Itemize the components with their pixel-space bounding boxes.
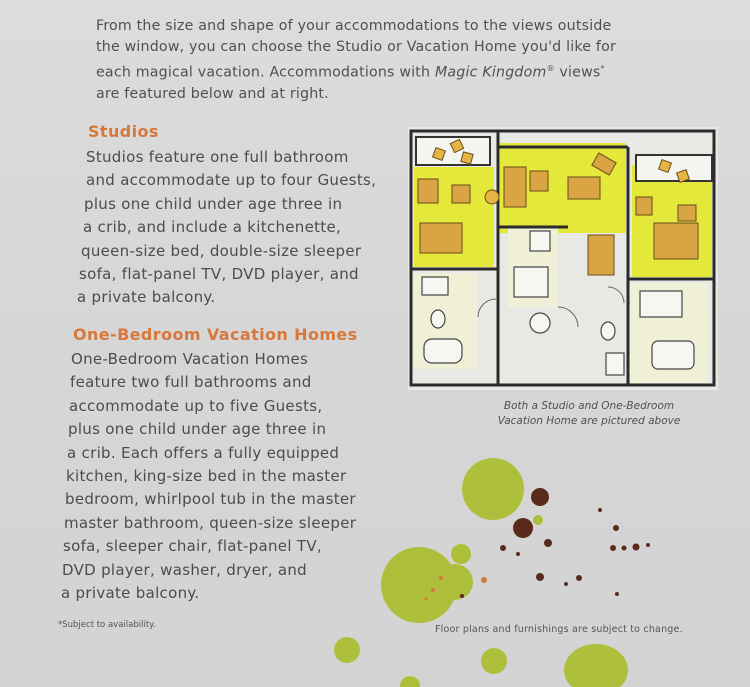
- intro-line: [96, 58, 676, 84]
- magic-kingdom-text: Magic Kingdom: [434, 64, 547, 81]
- intro-line: From the size and shape of your accommodations to the views outside: [96, 18, 612, 34]
- floor-plan-caption: [484, 399, 694, 429]
- studios-description: [77, 146, 377, 310]
- studios-line: Studios feature one full bathroom: [86, 148, 349, 166]
- one-bedroom-line: One-Bedroom Vacation Homes: [71, 350, 309, 368]
- one-bedroom-line: bedroom, whirlpool tub in the master: [65, 490, 356, 509]
- studios-line: queen-size bed, double-size sleeper: [81, 241, 362, 260]
- one-bedroom-line: kitchen, king-size bed in the master: [66, 467, 347, 486]
- studios-heading: Studios: [88, 122, 159, 141]
- one-bedroom-line: sofa, sleeper chair, flat-panel TV,: [63, 537, 322, 556]
- one-bedroom-heading: One-Bedroom Vacation Homes: [73, 325, 358, 344]
- availability-footnote: *Subject to availability.: [58, 620, 156, 630]
- studios-line: sofa, flat-panel TV, DVD player, and: [79, 265, 359, 284]
- intro-paragraph: [96, 16, 676, 105]
- intro-line: the window, you can choose the Studio or Vacation Home you'd like for: [96, 39, 617, 55]
- one-bedroom-line: accommodate up to five Guests,: [69, 396, 323, 415]
- one-bedroom-description: [61, 348, 357, 605]
- change-notice-footnote: Floor plans and furnishings are subject to change.: [435, 624, 683, 635]
- studios-line: a private balcony.: [77, 288, 216, 307]
- caption-line: Vacation Home are pictured above: [497, 415, 681, 427]
- studios-line: plus one child under age three in: [84, 194, 343, 213]
- one-bedroom-line: master bathroom, queen-size sleeper: [64, 513, 357, 532]
- asterisk-mark: *: [600, 64, 605, 73]
- studios-line: and accommodate up to four Guests,: [86, 171, 377, 190]
- studios-line: a crib, and include a kitchenette,: [83, 218, 342, 237]
- intro-text: each magical vacation. Accommodations with: [96, 64, 435, 81]
- intro-text: views: [554, 64, 601, 81]
- registered-mark: ®: [546, 64, 555, 73]
- one-bedroom-line: DVD player, washer, dryer, and: [62, 560, 307, 579]
- caption-line: Both a Studio and One-Bedroom: [503, 400, 675, 412]
- floor-plan-illustration: [408, 127, 718, 390]
- one-bedroom-line: plus one child under age three in: [68, 420, 327, 439]
- one-bedroom-line: a private balcony.: [61, 584, 200, 603]
- one-bedroom-line: feature two full bathrooms and: [70, 373, 312, 392]
- one-bedroom-line: a crib. Each offers a fully equipped: [67, 443, 340, 462]
- intro-line: are featured below and at right.: [96, 85, 329, 102]
